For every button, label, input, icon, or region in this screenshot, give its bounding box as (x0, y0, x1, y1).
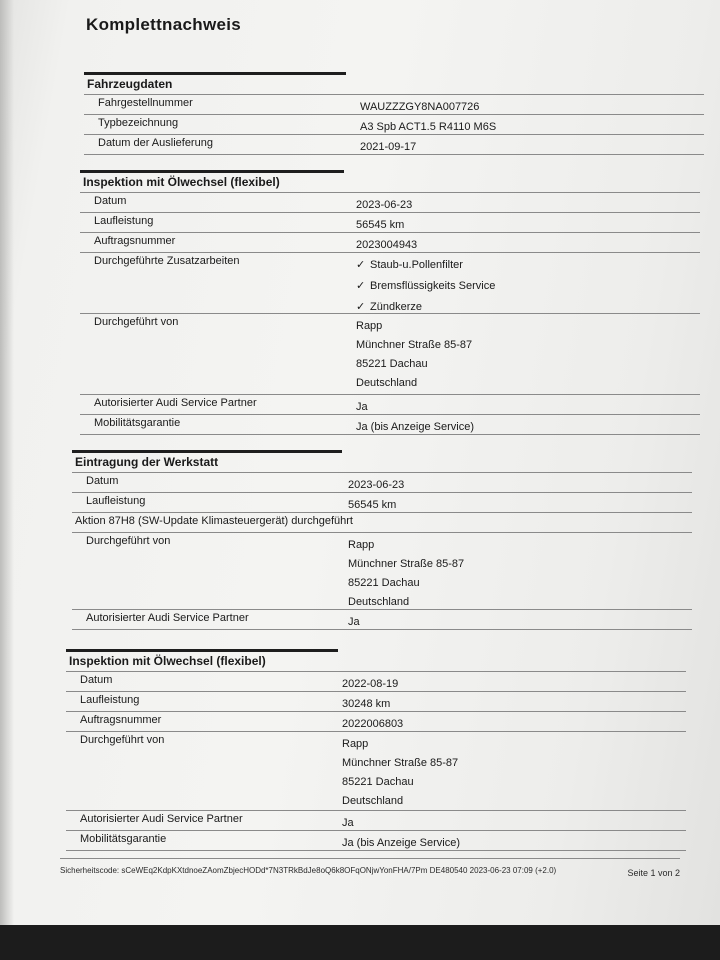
field-value (348, 613, 360, 632)
field-label: Durchgeführte Zusatzarbeiten (94, 255, 240, 267)
section-heading: Inspektion mit Ölwechsel (flexibel) (83, 175, 280, 189)
field-row (80, 192, 700, 212)
check-icon: ✓ (356, 259, 366, 271)
section-1 (84, 72, 704, 155)
value-line: 2022006803 (342, 718, 404, 730)
field-row (80, 313, 700, 394)
value-line: Ja (348, 616, 360, 628)
page-number: Seite 1 von 2 (627, 868, 680, 878)
field-label: Datum (80, 674, 113, 686)
value-line: Ja (356, 401, 368, 413)
value-line: 85221 Dachau (356, 358, 428, 370)
section-heading: Fahrzeugdaten (87, 77, 173, 91)
field-row (66, 731, 686, 810)
value-line: 85221 Dachau (348, 577, 420, 589)
value-line: Ja (342, 817, 354, 829)
field-label: Auftragsnummer (80, 714, 162, 726)
field-label: Autorisierter Audi Service Partner (86, 612, 249, 624)
value-line: Deutschland (348, 596, 410, 608)
field-value (356, 256, 495, 319)
value-line: 2023-06-23 (348, 479, 405, 491)
field-row (84, 114, 704, 134)
field-row (66, 691, 686, 711)
page-edge-shadow (0, 0, 14, 925)
field-row (80, 414, 700, 434)
field-row (72, 472, 692, 492)
field-label: Mobilitätsgarantie (94, 417, 181, 429)
value-line: 2023004943 (356, 239, 418, 251)
field-row (72, 532, 692, 609)
security-code: Sicherheitscode: sCeWEq2KdpKXtdnoeZAomZbjecHODd*7N3TRkBdJe8oQ6k8OFqONjwYonFHA/7Pm DE480540 2023-06-23 07:09 (+2.0) (60, 866, 557, 875)
field-row (66, 711, 686, 731)
value-line: 56545 km (356, 219, 405, 231)
value-line: Rapp (348, 539, 375, 551)
checked-item (356, 277, 495, 298)
value-line: Rapp (342, 738, 369, 750)
action-text: Aktion 87H8 (SW-Update Klimasteuergerät) durchgeführt (75, 515, 353, 527)
field-row (66, 830, 686, 850)
field-label: Durchgeführt von (86, 535, 171, 547)
checked-item-label: Staub-u.Pollenfilter (370, 259, 463, 271)
field-label: Fahrgestellnummer (98, 97, 193, 109)
value-line: Münchner Straße 85-87 (348, 558, 465, 570)
field-label: Typbezeichnung (98, 117, 179, 129)
field-row (66, 810, 686, 830)
section-header-bar (84, 72, 346, 75)
field-row (72, 609, 692, 629)
checked-item-label: Zündkerze (370, 301, 422, 313)
value-line: WAUZZZGY8NA007726 (360, 101, 480, 113)
field-label: Auftragsnummer (94, 235, 176, 247)
field-label: Durchgeführt von (94, 316, 179, 328)
value-line: 56545 km (348, 499, 397, 511)
field-label: Laufleistung (94, 215, 154, 227)
value-line: 2023-06-23 (356, 199, 413, 211)
field-value (342, 834, 460, 853)
value-line: 2021-09-17 (360, 141, 417, 153)
field-label: Autorisierter Audi Service Partner (80, 813, 243, 825)
value-line: Rapp (356, 320, 383, 332)
field-row (84, 134, 704, 154)
check-icon: ✓ (356, 280, 366, 292)
field-value (356, 317, 472, 393)
section-heading: Inspektion mit Ölwechsel (flexibel) (69, 654, 266, 668)
field-row (80, 212, 700, 232)
field-value (342, 735, 458, 811)
section-3 (72, 450, 692, 630)
section-4 (66, 649, 686, 851)
value-line: 2022-08-19 (342, 678, 399, 690)
section-header (84, 72, 704, 94)
value-line: Münchner Straße 85-87 (342, 757, 459, 769)
value-line: Münchner Straße 85-87 (356, 339, 473, 351)
section-header (66, 649, 686, 671)
field-label: Laufleistung (86, 495, 146, 507)
checked-item-label: Bremsflüssigkeits Service (370, 280, 496, 292)
field-label: Mobilitätsgarantie (80, 833, 167, 845)
value-line: Deutschland (342, 795, 404, 807)
field-row (66, 671, 686, 691)
field-label: Autorisierter Audi Service Partner (94, 397, 257, 409)
footer-divider (60, 858, 680, 859)
checked-item (356, 256, 495, 277)
field-label: Datum der Auslieferung (98, 137, 213, 149)
document-title: Komplettnachweis (86, 15, 241, 34)
field-label: Datum (86, 475, 119, 487)
section-2 (80, 170, 700, 435)
field-row (72, 492, 692, 512)
check-icon: ✓ (356, 301, 366, 313)
field-row (80, 252, 700, 313)
field-row (80, 394, 700, 414)
section-heading: Eintragung der Werkstatt (75, 455, 219, 469)
field-label: Durchgeführt von (80, 734, 165, 746)
section-header (72, 450, 692, 472)
section-header-bar (80, 170, 344, 173)
value-line: 30248 km (342, 698, 391, 710)
field-row (72, 512, 692, 532)
value-line: Deutschland (356, 377, 418, 389)
field-value (356, 418, 474, 437)
field-label: Datum (94, 195, 127, 207)
field-row (80, 232, 700, 252)
section-header-bar (72, 450, 342, 453)
value-line: Ja (bis Anzeige Service) (356, 421, 474, 433)
section-header-bar (66, 649, 338, 652)
field-row (84, 94, 704, 114)
section-header (80, 170, 700, 192)
field-label: Laufleistung (80, 694, 140, 706)
value-line: 85221 Dachau (342, 776, 414, 788)
value-line: Ja (bis Anzeige Service) (342, 837, 460, 849)
value-line: A3 Spb ACT1.5 R4110 M6S (360, 121, 497, 133)
field-value (360, 138, 416, 157)
section-end-line (72, 629, 692, 630)
field-value (348, 536, 464, 612)
